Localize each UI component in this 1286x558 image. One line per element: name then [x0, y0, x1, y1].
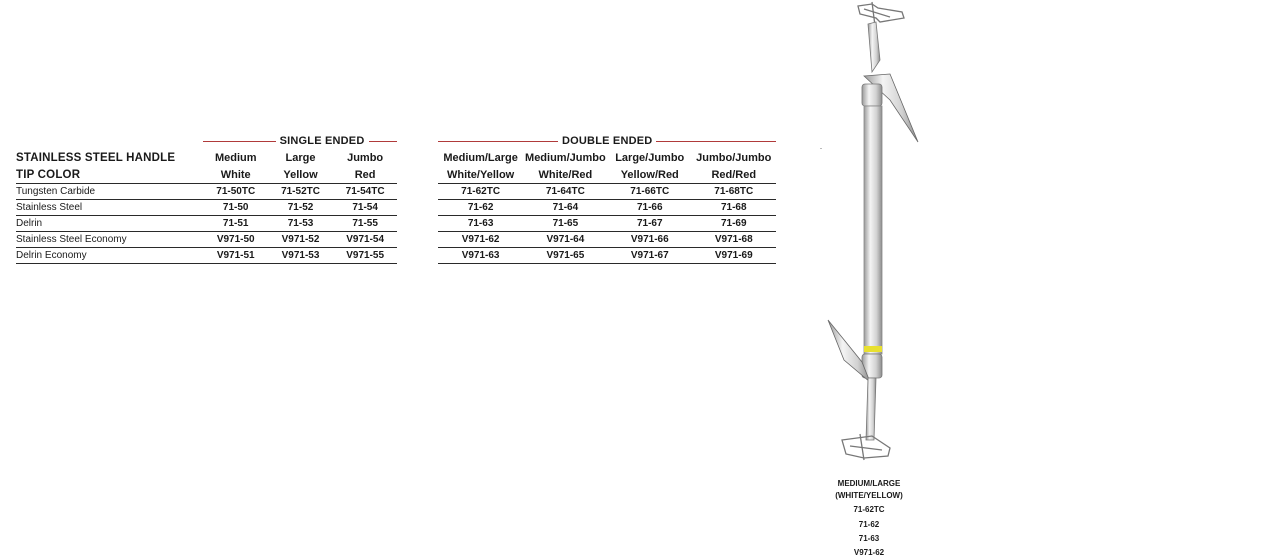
- table-cell: V971-69: [692, 248, 776, 264]
- table-cell: V971-54: [333, 232, 398, 248]
- table-cell: 71-50: [203, 200, 268, 216]
- table-cell: V971-64: [523, 232, 608, 248]
- header-color: Red/Red: [692, 166, 776, 184]
- table-cell: 71-52TC: [268, 184, 333, 200]
- table-cell: V971-50: [203, 232, 268, 248]
- table-cell: 71-53: [268, 216, 333, 232]
- table-gap: [397, 248, 438, 264]
- header-color: Yellow: [268, 166, 333, 184]
- product-table: [16, 133, 776, 264]
- row-label: Delrin: [16, 216, 203, 232]
- table-row: [16, 216, 776, 232]
- table-cell: 71-50TC: [203, 184, 268, 200]
- table-gap: [397, 184, 438, 200]
- table-cell: V971-63: [438, 248, 522, 264]
- table-cell: 71-64: [523, 200, 608, 216]
- table-cell: 71-62TC: [438, 184, 522, 200]
- group-header-double: [438, 133, 776, 149]
- header-gap: [397, 166, 438, 184]
- header-gap: [397, 149, 438, 166]
- caption-line: V971-62: [820, 547, 918, 558]
- header-color: White: [203, 166, 268, 184]
- header-handle: STAINLESS STEEL HANDLE: [16, 149, 203, 166]
- row-label: Tungsten Carbide: [16, 184, 203, 200]
- product-table-section: [16, 133, 776, 264]
- caption-line: 71-62TC: [820, 504, 918, 516]
- group-header-single: [203, 133, 397, 149]
- table-cell: 71-62: [438, 200, 522, 216]
- table-cell: 71-63: [438, 216, 522, 232]
- table-cell: V971-55: [333, 248, 398, 264]
- group-label: SINGLE ENDED: [276, 135, 369, 147]
- table-cell: 71-69: [692, 216, 776, 232]
- group-gap: [397, 133, 438, 149]
- table-row: [16, 184, 776, 200]
- header-size: Medium/Large: [438, 149, 522, 166]
- handle: [864, 106, 882, 354]
- table-cell: 71-66: [608, 200, 692, 216]
- instrument-illustration: [820, 0, 930, 470]
- header-size: Large: [268, 149, 333, 166]
- header-size: Medium: [203, 149, 268, 166]
- table-cell: V971-65: [523, 248, 608, 264]
- table-cell: V971-68: [692, 232, 776, 248]
- header-size: Large/Jumbo: [608, 149, 692, 166]
- table-cell: 71-52: [268, 200, 333, 216]
- header-tip-color: TIP COLOR: [16, 166, 203, 184]
- table-row: [16, 248, 776, 264]
- table-gap: [397, 216, 438, 232]
- table-cell: V971-62: [438, 232, 522, 248]
- table-cell: 71-68: [692, 200, 776, 216]
- table-cell: 71-55: [333, 216, 398, 232]
- row-label: Stainless Steel Economy: [16, 232, 203, 248]
- top-collar: [862, 84, 882, 106]
- top-shank: [868, 22, 880, 72]
- table-gap: [397, 200, 438, 216]
- table-row: [16, 232, 776, 248]
- table-cell: 71-54TC: [333, 184, 398, 200]
- header-size: Medium/Jumbo: [523, 149, 608, 166]
- header-size: Jumbo/Jumbo: [692, 149, 776, 166]
- row-label: Delrin Economy: [16, 248, 203, 264]
- header-size: Jumbo: [333, 149, 398, 166]
- header-color: Red: [333, 166, 398, 184]
- table-cell: 71-64TC: [523, 184, 608, 200]
- group-spacer: [16, 133, 203, 149]
- header-color: Yellow/Red: [608, 166, 692, 184]
- table-cell: 71-65: [523, 216, 608, 232]
- table-row: [16, 200, 776, 216]
- table-cell: V971-66: [608, 232, 692, 248]
- table-cell: 71-51: [203, 216, 268, 232]
- table-gap: [397, 232, 438, 248]
- top-matrix-ring: [858, 2, 904, 26]
- row-label: Stainless Steel: [16, 200, 203, 216]
- caption-line: 71-63: [820, 533, 918, 545]
- caption-line: 71-62: [820, 519, 918, 531]
- table-cell: 71-66TC: [608, 184, 692, 200]
- table-cell: V971-51: [203, 248, 268, 264]
- table-cell: V971-53: [268, 248, 333, 264]
- header-color: White/Yellow: [438, 166, 522, 184]
- table-cell: V971-52: [268, 232, 333, 248]
- table-cell: 71-67: [608, 216, 692, 232]
- table-cell: V971-67: [608, 248, 692, 264]
- table-cell: 71-54: [333, 200, 398, 216]
- bottom-shank: [866, 378, 876, 440]
- group-label: DOUBLE ENDED: [558, 135, 656, 147]
- color-band: [864, 346, 882, 352]
- caption-line: (WHITE/YELLOW): [820, 490, 918, 502]
- header-color: White/Red: [523, 166, 608, 184]
- table-cell: 71-68TC: [692, 184, 776, 200]
- instrument-caption: [820, 478, 918, 558]
- caption-line: MEDIUM/LARGE: [820, 478, 918, 490]
